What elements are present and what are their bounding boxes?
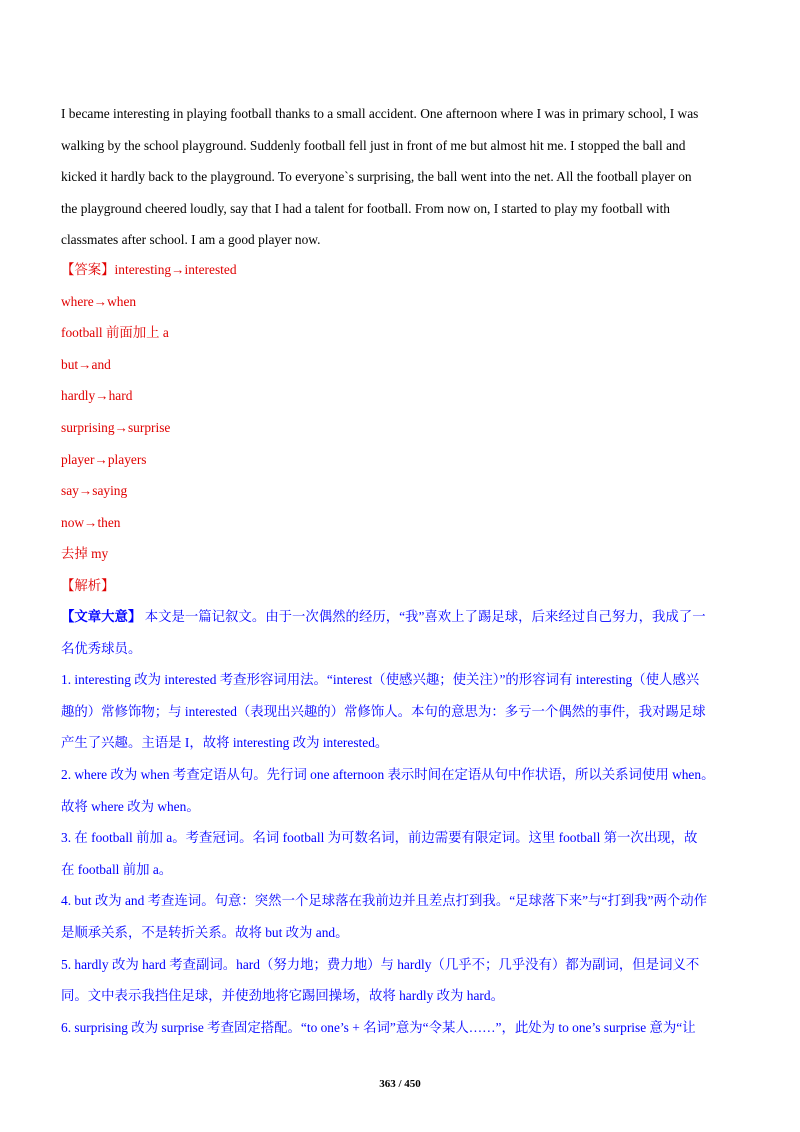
answer-line: player→players xyxy=(61,451,147,467)
answer-line: where→when xyxy=(61,293,137,309)
answer-line: surprising→surprise xyxy=(61,419,171,435)
analysis-line: 2. where 改为 when 考查定语从句。先行词 one afternoon 表示时间在定语从句中作状语，所以关系词使用 when。 xyxy=(61,766,715,782)
answer-line: football 前面加上 a xyxy=(61,325,169,341)
summary-line: 名优秀球员。 xyxy=(61,640,142,656)
summary-label: 【文章大意】 xyxy=(61,609,142,624)
analysis-line: 故将 where 改为 when。 xyxy=(61,798,200,814)
analysis-heading: 【解析】 xyxy=(61,577,115,593)
analysis-line: 趣的）常修饰物；与 interested（表现出兴趣的）常修饰人。本句的意思为：多亏一个偶然的事件，我对踢足球 xyxy=(61,703,706,719)
analysis-line: 6. surprising 改为 surprise 考查固定搭配。“to one’s + 名词”意为“令某人……”，此处为 to one’s surprise 意为“让 xyxy=(61,1019,696,1035)
analysis-line: 是顺承关系，不是转折关系。故将 but 改为 and。 xyxy=(61,924,349,940)
analysis-section xyxy=(61,601,741,1043)
summary-line xyxy=(61,601,741,633)
analysis-line: 3. 在 football 前加 a。考查冠词。名词 football 为可数名词，前边需要有限定词。这里 football 第一次出现，故 xyxy=(61,830,698,846)
passage-line: classmates after school. I am a good player now. xyxy=(61,232,321,248)
analysis-line: 在 football 前加 a。 xyxy=(61,861,173,877)
answer-line: say→saying xyxy=(61,483,128,499)
passage-line: walking by the school playground. Suddenly football fell just in front of me but almost hit me. I stopped the ball and xyxy=(61,137,686,153)
analysis-line: 同。文中表示我挡住足球，并使劲地将它踢回操场，故将 hardly 改为 hard。 xyxy=(61,988,504,1004)
answer-line: 【答案】interesting→interested xyxy=(61,262,237,277)
passage-line: kicked it hardly back to the playground. To everyone`s surprising, the ball went into the net. All the football player on xyxy=(61,169,692,185)
analysis-line: 5. hardly 改为 hard 考查副词。hard（努力地；费力地）与 hardly（几乎不；几乎没有）都为副词，但是词义不 xyxy=(61,956,700,972)
analysis-line: 1. interesting 改为 interested 考查形容词用法。“interest（使感兴趣；使关注）”的形容词有 interesting（使人感兴 xyxy=(61,672,700,688)
summary-text: 本文是一篇记叙文。由于一次偶然的经历，“我”喜欢上了踢足球，后来经过自己努力，我成了一 xyxy=(141,609,706,624)
answer-section xyxy=(61,254,741,602)
analysis-line: 4. but 改为 and 考查连词。句意：突然一个足球落在我前边并且差点打到我。“足球落下来”与“打到我”两个动作 xyxy=(61,893,708,909)
answer-line: 去掉 my xyxy=(61,546,109,562)
answer-line: hardly→hard xyxy=(61,388,133,404)
passage-text xyxy=(61,98,741,256)
answer-line: now→then xyxy=(61,514,121,530)
passage-line: I became interesting in playing football thanks to a small accident. One afternoon where I was in primary school, I was xyxy=(61,106,699,121)
passage-line: the playground cheered loudly, say that I had a talent for football. From now on, I started to play my football with xyxy=(61,200,670,216)
answer-line: but→and xyxy=(61,356,111,372)
page-number: 363 / 450 xyxy=(379,1078,421,1090)
analysis-line: 产生了兴趣。主语是 I，故将 interesting 改为 interested。 xyxy=(61,735,389,751)
